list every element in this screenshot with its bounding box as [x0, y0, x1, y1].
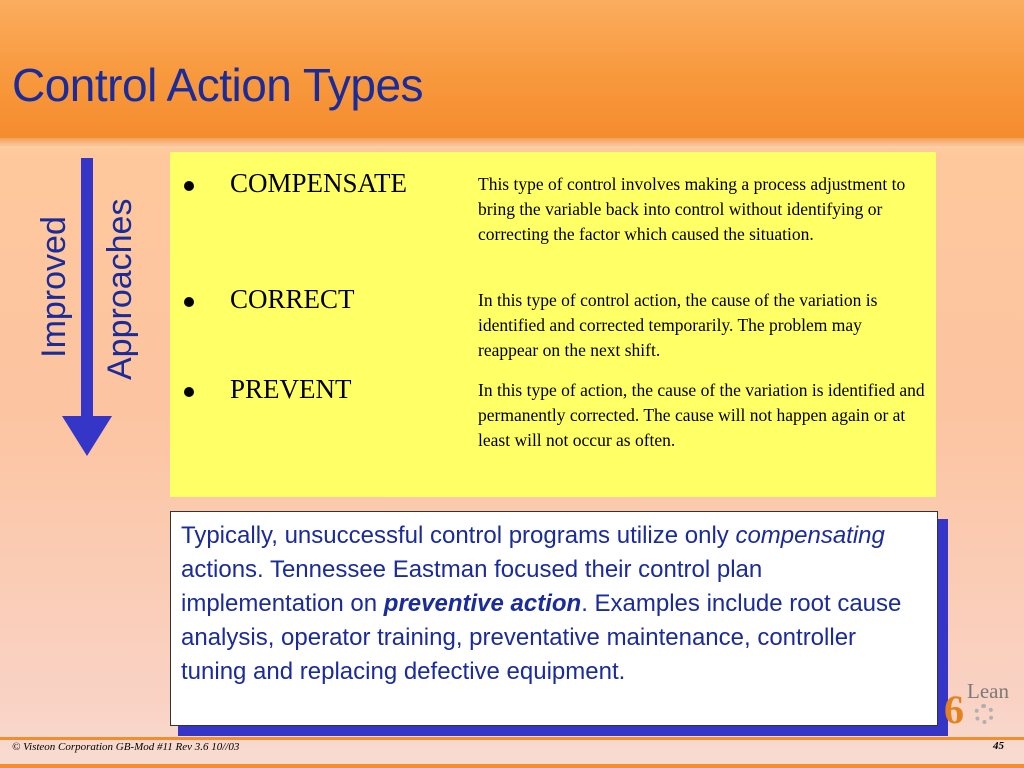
footer-bottom-bar — [0, 764, 1024, 768]
control-types-panel — [170, 152, 936, 497]
control-type-description: This type of control involves making a process adjustment to bring the variable back into control without identifying or correcting the factor which caused the situation. — [478, 174, 906, 244]
improved-label: Improved — [35, 216, 73, 358]
note-box — [170, 511, 938, 726]
approaches-label: Approaches — [101, 198, 139, 380]
slide-title: Control Action Types — [12, 59, 424, 111]
control-type-term: COMPENSATE — [230, 168, 408, 198]
note-text-part1: Typically, unsuccessful control programs utilize only — [181, 522, 736, 549]
footer-divider — [0, 737, 1024, 740]
gear-icon — [974, 704, 994, 724]
logo-word: Lean — [967, 679, 1009, 703]
control-type-description: In this type of action, the cause of the variation is identified and permanently corrected. The cause will not happen again or at least will not occur as often. — [478, 380, 925, 450]
note-emphasis-compensating: compensating — [735, 522, 885, 549]
lean-six-logo-icon — [944, 676, 1024, 734]
control-type-description: In this type of control action, the cause of the variation is identified and corrected temporarily. The problem may reappear on the next shift. — [478, 290, 878, 360]
control-type-term: CORRECT — [230, 284, 355, 314]
note-text-part2: actions. Tennessee Eastman focused their control plan implementation on — [181, 556, 763, 617]
bullet-icon — [184, 181, 194, 191]
note-emphasis-preventive: preventive action — [383, 590, 582, 617]
footer-copyright: © Visteon Corporation GB-Mod #11 Rev 3.6 10//03 — [12, 741, 240, 753]
note-text-part3: . Examples include root cause analysis, operator training, preventative maintenance, controller tuning and replacing defective equipment. — [181, 590, 902, 685]
bullet-icon — [184, 297, 194, 307]
page-number: 45 — [993, 740, 1004, 752]
logo-number: 6 — [944, 687, 964, 732]
control-type-term: PREVENT — [230, 374, 352, 404]
bullet-icon — [184, 387, 194, 397]
header-divider — [0, 138, 1024, 148]
